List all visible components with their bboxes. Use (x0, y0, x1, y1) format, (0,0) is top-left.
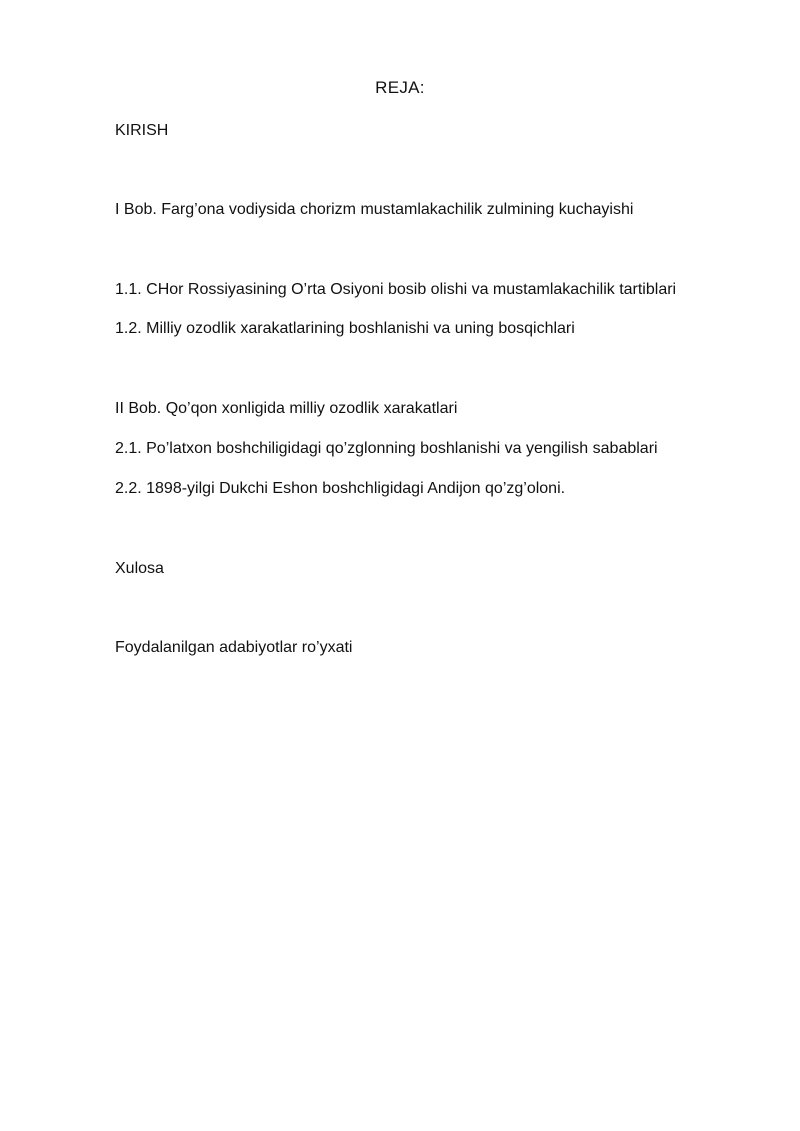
toc-section-1-2: 1.2. Milliy ozodlik xarakatlarining boshlanishi va uning bosqichlari (115, 320, 575, 337)
toc-conclusion: Xulosa (115, 560, 164, 577)
toc-section-1-1: 1.1. CHor Rossiyasining O’rta Osiyoni bosib olishi va mustamlakachilik tartiblari (115, 281, 677, 298)
toc-section-2-2: 2.2. 1898-yilgi Dukchi Eshon boshchligidagi Andijon qo’zg’oloni. (115, 480, 566, 497)
toc-chapter-1: I Bob. Farg’ona vodiysida chorizm mustamlakachilik zulmining kuchayishi (115, 201, 634, 218)
toc-chapter-2: II Bob. Qo’qon xonligida milliy ozodlik xarakatlari (115, 400, 458, 417)
toc-bibliography: Foydalanilgan adabiyotlar ro’yxati (115, 639, 353, 656)
toc-section-2-1: 2.1. Po’latxon boshchiligidagi qo’zglonning boshlanishi va yengilish sabablari (115, 440, 658, 457)
page-title: REJA: (375, 78, 425, 97)
toc-intro: KIRISH (115, 122, 169, 139)
